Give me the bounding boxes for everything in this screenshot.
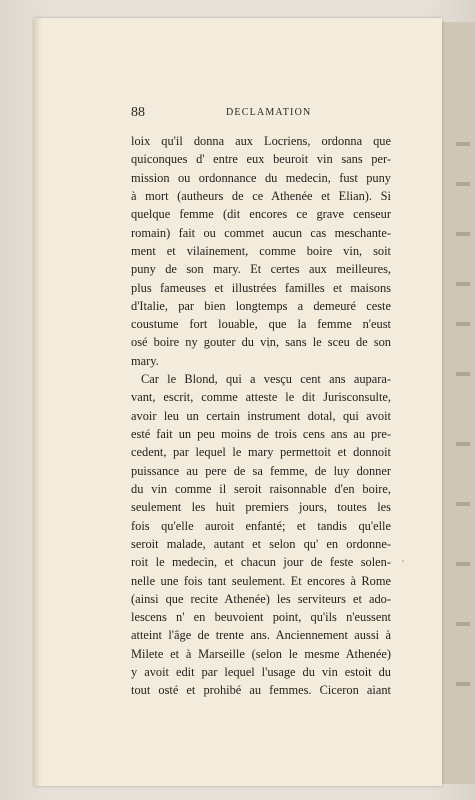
text-line: quelque femme (dit encores ce grave censeur: [131, 207, 391, 222]
bleed-mark: [456, 562, 470, 566]
text-line: Milete et à Marseille (selon le mesme Athenée): [131, 646, 391, 661]
running-head: [131, 105, 387, 121]
bleed-mark: [456, 282, 470, 286]
bleed-mark: [456, 182, 470, 186]
bleed-mark: [456, 232, 470, 236]
text-line: quiconques d' entre eux beuroit vin sans per-: [131, 152, 391, 167]
text-line: atteint l'âge de trente ans. Anciennement aussi à: [131, 628, 391, 643]
bleed-mark: [456, 682, 470, 686]
bleed-mark: [456, 322, 470, 326]
text-line: avoir leu un certain instrument dotal, qui avoit: [131, 408, 391, 423]
text-line: tout osté et prohibé au femmes. Ciceron aiant: [131, 683, 391, 698]
text-line: loix qu'il donna aux Locriens, ordonna que: [131, 134, 391, 148]
text-line: puissance au pere de sa femme, de luy donner: [131, 463, 391, 478]
text-line: lescens n' en beuvoient point, qu'ils n'eussent: [131, 610, 391, 625]
text-line: plus fameuses et illustrées familles et maisons: [131, 280, 391, 295]
page-gutter-shadow: [34, 18, 42, 786]
text-line: Car le Blond, qui a vesçu cent ans aupara-: [141, 372, 391, 387]
text-line: à mort (autheurs de ce Athenée et Elian). Si: [131, 188, 391, 203]
bleed-mark: [456, 622, 470, 626]
text-line: roit le medecin, et chacun jour de feste solen-: [131, 555, 391, 570]
text-line: seroit malade, autant et selon qu' en ordonne-: [131, 536, 391, 551]
text-line: romain) fait ou commet aucun cas meschante-: [131, 225, 391, 240]
bleed-mark: [456, 502, 470, 506]
text-line: mission ou ordonnance du medecin, fust puny: [131, 170, 391, 185]
text-line: seulement les huit premiers jours, toutes les: [131, 500, 391, 515]
body-text: [131, 132, 391, 700]
text-line: ment et vilainement, comme boire vin, soit: [131, 243, 391, 258]
text-line: du vin comme il seroit raisonnable d'en boire,: [131, 481, 391, 496]
text-line: osé boire ny gouter du vin, sans le sceu de son: [131, 335, 391, 350]
paper-speck: [402, 560, 404, 562]
text-line: mary.: [131, 353, 159, 368]
bleed-mark: [456, 442, 470, 446]
text-line: d'Italie, par bien longtemps a demeuré ceste: [131, 298, 391, 313]
text-line: y avoit edit par lequel l'usage du vin estoit du: [131, 665, 391, 680]
adjacent-page-edge: [442, 22, 475, 784]
page-number: 88: [131, 105, 145, 120]
text-line: vant, escrit, comme atteste le dit Jurisconsulte,: [131, 390, 391, 405]
text-line: fois qu'elle auroit enfanté; et tandis qu'elle: [131, 518, 391, 533]
text-line: nelle une fois tant seulement. Et encores à Rome: [131, 573, 391, 588]
running-title: DECLAMATION: [226, 107, 312, 118]
bleed-mark: [456, 142, 470, 146]
bleed-mark: [456, 372, 470, 376]
text-line: coustume fort louable, que la femme n'eust: [131, 317, 391, 332]
text-line: esté fait un peu moins de trois cens ans au pre-: [131, 427, 391, 441]
text-line: cedent, par lequel le mary permettoit et donnoit: [131, 445, 391, 460]
text-line: puny de son mary. Et certes aux meilleures,: [131, 262, 391, 277]
text-line: (ainsi que recite Athenée) les serviteurs et ado-: [131, 591, 391, 606]
paper-speck: [268, 346, 270, 348]
